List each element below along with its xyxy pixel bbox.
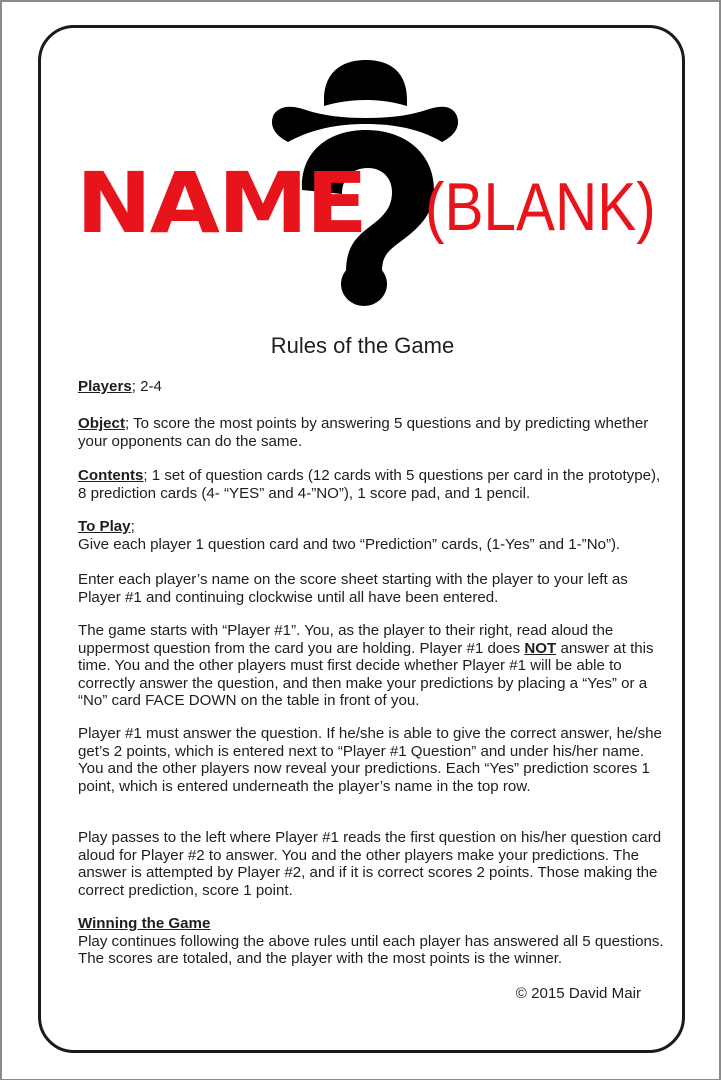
winning-heading: Winning the Game — [78, 915, 211, 932]
copyright-notice: © 2015 David Mair — [515, 985, 641, 1002]
to-play-paragraph-5: Play passes to the left where Player #1 reads the first question on his/her question card aloud for Player #2 to answer. You and the other players make your predictions. The answer is attempted by Player #2, and if it is correct scores 2 points. Those making the correct prediction, score 1 point. — [78, 829, 662, 899]
object-heading: Object — [78, 415, 125, 432]
to-play-paragraph-4: Player #1 must answer the question. If he/she is able to give the correct answer, he/she get’s 2 points, which is entered next to “Player #1 Question” and under his/her name. You and the other players now reveal your predictions. Each “Yes” prediction scores 1 point, which is entered underneath the player’s name in the top row. — [78, 725, 662, 795]
object-text: ; To score the most points by answering 5 questions and by predicting whether your opponents can do the same. — [78, 415, 649, 450]
to-play-paragraph-2: Enter each player’s name on the score sheet starting with the player to your left as Player #1 and continuing clockwise until all have been entered. — [78, 571, 628, 606]
page-title: Rules of the Game — [270, 333, 455, 358]
to-play-heading-suffix: ; — [130, 518, 135, 535]
winning-text: Play continues following the above rules until each player has answered all 5 questions. The scores are totaled, and the player with the most points is the winner. — [78, 932, 664, 968]
to-play-paragraph-1: Give each player 1 question card and two “Prediction” cards, (1-Yes” and 1-”No”). — [78, 535, 621, 553]
p3-text-b: answer at this time. You and the other players must first decide whether Player #1 will be able to correctly answer the question, and then make your predictions by placing a “Yes” or a “No” card FACE DOWN on the table in front of you. — [78, 639, 654, 710]
section-players — [78, 378, 668, 396]
section-winning — [78, 915, 668, 968]
players-heading: Players — [78, 378, 132, 395]
logo-blank-word: (BLANK) — [425, 169, 656, 245]
game-logo — [2, 2, 721, 322]
players-text: ; 2-4 — [131, 378, 162, 395]
section-to-play — [78, 518, 668, 553]
logo-name-word: NAME — [76, 154, 366, 252]
p3-emphasis-not: NOT — [524, 639, 557, 657]
section-object — [78, 415, 668, 450]
contents-text: ; 1 set of question cards (12 cards with 5 questions per card in the prototype), 8 prediction cards (4- “YES” and 4-”NO”), 1 score pad, and 1 pencil. — [78, 467, 661, 502]
contents-heading: Contents — [78, 467, 144, 484]
p3-text-a: The game starts with “Player #1”. You, as the player to their right, read aloud the uppermost question from the card you are holding. Player #1 does — [78, 622, 614, 657]
to-play-paragraph-3 — [78, 622, 668, 710]
to-play-heading: To Play — [78, 518, 131, 535]
section-contents — [78, 467, 668, 502]
